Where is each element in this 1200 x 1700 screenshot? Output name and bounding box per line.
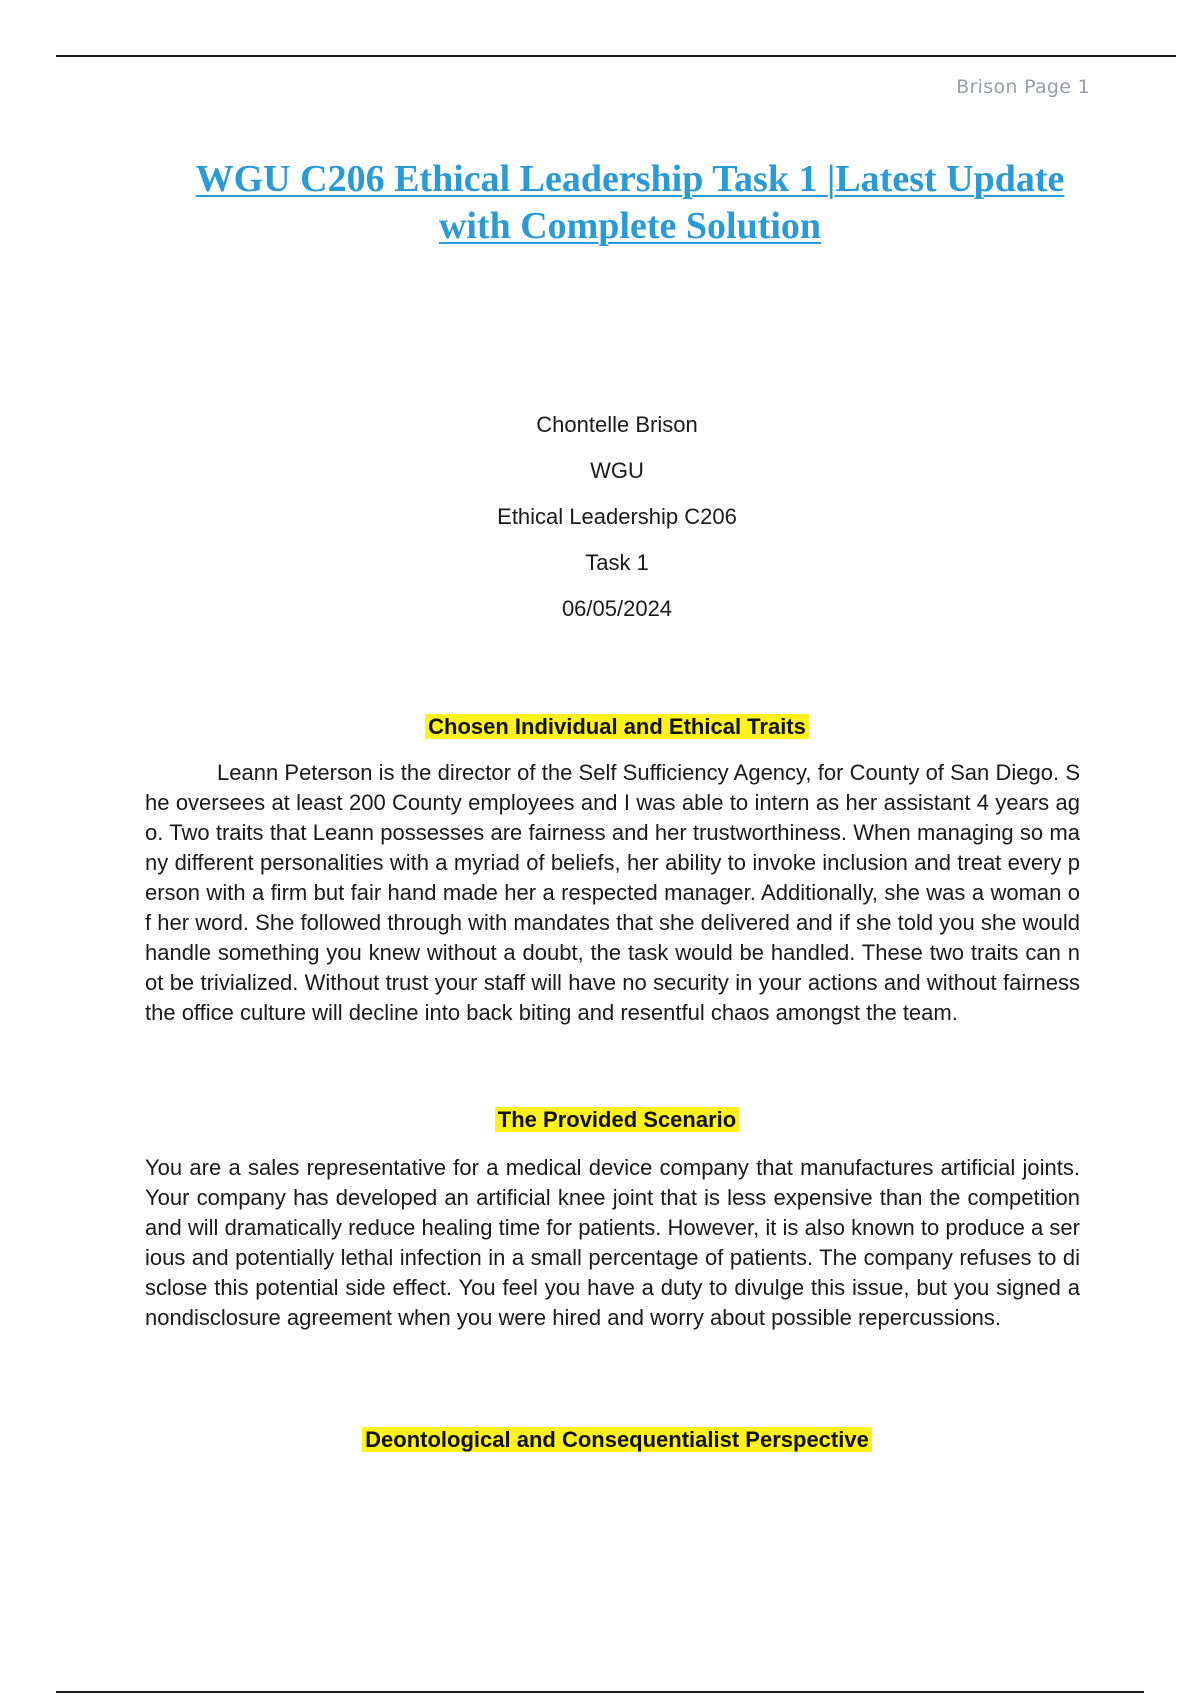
section-heading-traits: Chosen Individual and Ethical Traits bbox=[0, 712, 1200, 742]
cover-block bbox=[300, 410, 934, 640]
section-heading-scenario: The Provided Scenario bbox=[0, 1105, 1200, 1135]
course-name: Ethical Leadership C206 bbox=[497, 504, 737, 529]
section-body-scenario: You are a sales representative for a medical device company that manufactures artificial joints. Your company has developed an artificial knee joint that is less expensive than the competition and will dramatically reduce healing time for patients. However, it is also known to produce a serious and potentially lethal infection in a small percentage of patients. The company refuses to disclose this potential side effect. You feel you have a duty to divulge this issue, but you signed a nondisclosure agreement when you were hired and worry about possible repercussions. bbox=[145, 1155, 1080, 1330]
page-header: Brison Page 1 bbox=[956, 76, 1090, 98]
institution: WGU bbox=[590, 458, 644, 483]
author-name: Chontelle Brison bbox=[536, 412, 698, 437]
document-title[interactable] bbox=[150, 156, 1110, 250]
top-rule bbox=[56, 55, 1176, 57]
section-heading-perspective: Deontological and Consequentialist Perspective bbox=[0, 1425, 1200, 1455]
section-body-traits: Leann Peterson is the director of the Self Sufficiency Agency, for County of San Diego. She oversees at least 200 County employees and I was able to intern as her assistant 4 years ago. Two traits that Leann possesses are fairness and her trustworthiness. When managing so many different personalities with a myriad of beliefs, her ability to invoke inclusion and treat every person with a firm but fair hand made her a respected manager. Additionally, she was a woman of her word. She followed through with mandates that she delivered and if she told you she would handle something you knew without a doubt, the task would be handled. These two traits can not be trivialized. Without trust your staff will have no security in your actions and without fairness the office culture will decline into back biting and resentful chaos amongst the team. bbox=[145, 760, 1080, 1025]
title-line-1[interactable]: WGU C206 Ethical Leadership Task 1 |Latest Update bbox=[195, 158, 1065, 200]
task-label: Task 1 bbox=[585, 550, 649, 575]
title-line-2[interactable]: with Complete Solution bbox=[438, 205, 822, 247]
submission-date: 06/05/2024 bbox=[561, 596, 673, 621]
bottom-rule bbox=[56, 1691, 1144, 1693]
